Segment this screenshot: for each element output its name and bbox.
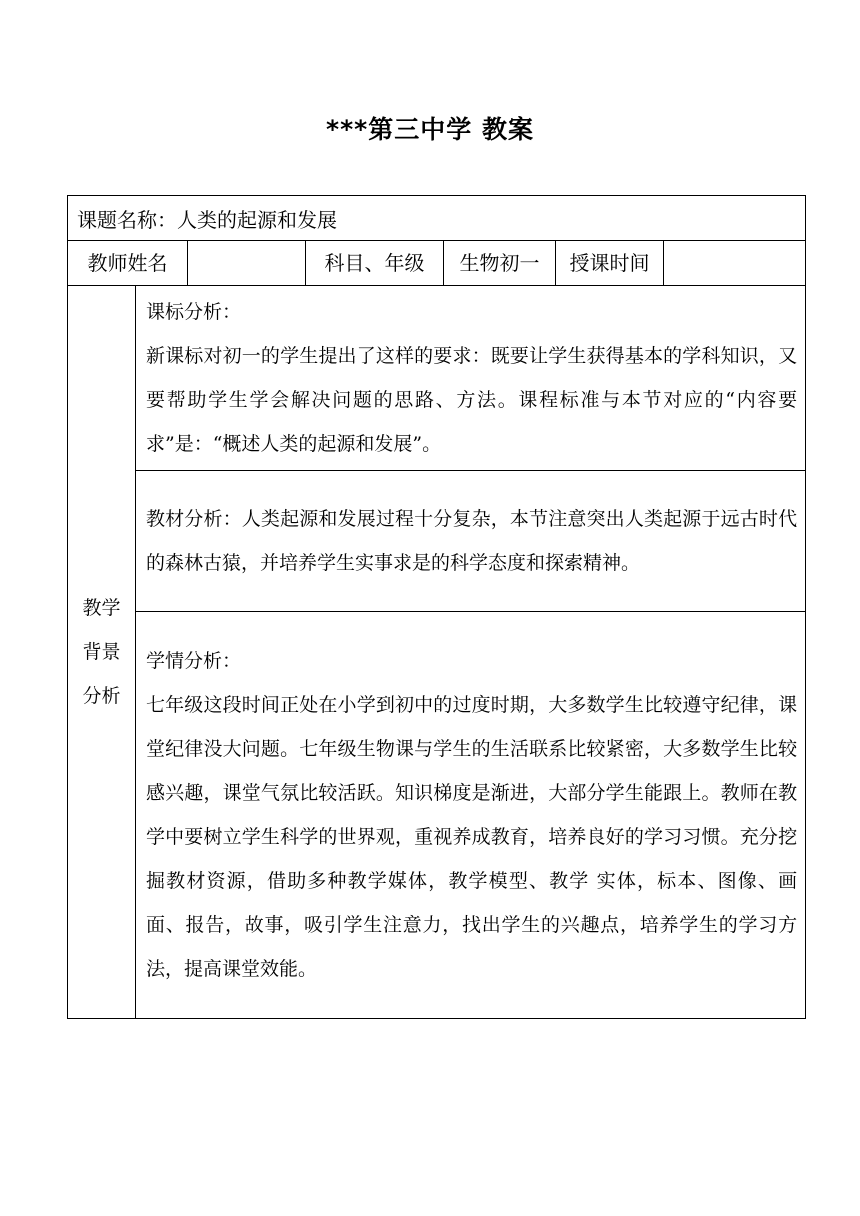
students-analysis (136, 612, 806, 1019)
students-row (68, 612, 806, 1019)
textbook-row (68, 471, 806, 612)
course-title-cell: 课题名称：人类的起源和发展 (68, 196, 806, 241)
time-value (664, 241, 806, 286)
curriculum-analysis (136, 286, 806, 471)
students-heading: 学情分析： (146, 650, 242, 672)
info-row (68, 241, 806, 286)
curriculum-text: 新课标对初一的学生提出了这样的要求：既要让学生获得基本的学科知识，又要帮助学生学会解决问题的思路、方法。课程标准与本节对应的“内容要求”是：“概述人类的起源和发展”。 (146, 345, 798, 455)
students-text: 七年级这段时间正处在小学到初中的过度时期，大多数学生比较遵守纪律，课堂纪律没大问题。七年级生物课与学生的生活联系比较紧密，大多数学生比较感兴趣，课堂气氛比较活跃。知识梯度是渐进，大部分学生能跟上。教师在教学中要树立学生科学的世界观，重视养成教育，培养良好的学习习惯。充分挖掘教材资源，借助多种教学媒体，教学模型、教学 实体，标本、图像、画面、报告，故事，吸引学生注意力，找出学生的兴趣点，培养学生的学习方法，提高课堂效能。 (146, 694, 798, 980)
teacher-label: 教师姓名 (68, 241, 188, 286)
side-label-line-3: 分析 (82, 685, 121, 707)
course-row (68, 196, 806, 241)
subject-label: 科目、年级 (306, 241, 444, 286)
lesson-plan-table (67, 195, 806, 1019)
teacher-value (188, 241, 306, 286)
curriculum-heading: 课标分析： (146, 301, 242, 323)
curriculum-row (68, 286, 806, 471)
subject-value: 生物初一 (444, 241, 556, 286)
textbook-text: 教材分析：人类起源和发展过程十分复杂，本节注意突出人类起源于远古时代的森林古猿，并培养学生实事求是的科学态度和探索精神。 (146, 508, 798, 574)
textbook-analysis (136, 471, 806, 612)
document-title: ***第三中学 教案 (326, 115, 534, 144)
time-label: 授课时间 (556, 241, 664, 286)
side-label-line-1: 教学 (82, 597, 121, 619)
side-label-line-2: 背景 (82, 641, 121, 663)
background-side-label (68, 286, 136, 1019)
